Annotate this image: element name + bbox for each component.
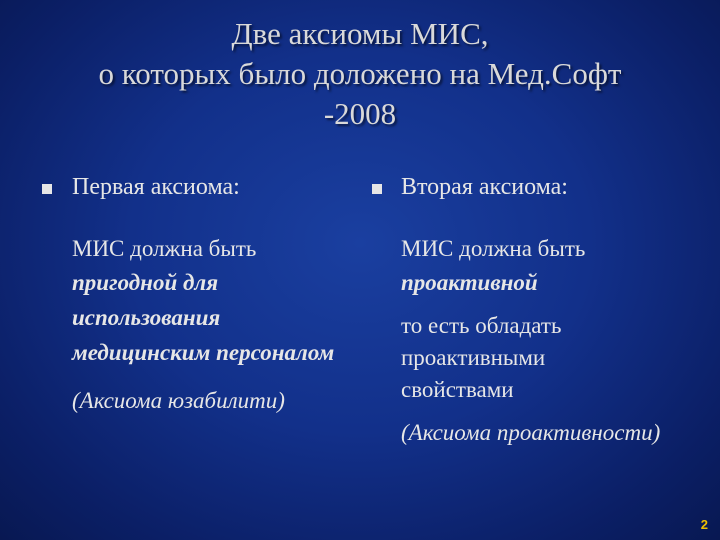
bullet-square-icon: [372, 184, 382, 194]
right-heading: Вторая аксиома:: [401, 174, 568, 200]
left-line-3: использования: [72, 305, 221, 330]
title-line-3: -2008: [323, 96, 397, 131]
left-line-2: пригодной для: [72, 270, 219, 295]
right-line-5: свойствами: [401, 377, 514, 402]
page-number: 2: [700, 517, 708, 532]
left-line-4: медицинским персоналом: [72, 340, 335, 365]
left-heading: Первая аксиома:: [72, 174, 240, 200]
right-line-2: проактивной: [401, 270, 538, 295]
right-line-4: проактивными: [401, 345, 546, 370]
right-line-1: МИС должна быть: [401, 236, 586, 261]
bullet-square-icon: [42, 184, 52, 194]
left-line-1: МИС должна быть: [72, 236, 257, 261]
slide-title: [0, 14, 720, 134]
title-line-1: Две аксиомы МИС,: [231, 16, 489, 51]
right-note: (Аксиома проактивности): [401, 420, 661, 445]
right-line-3: то есть обладать: [401, 313, 562, 338]
title-line-2: о которых было доложено на Мед.Софт: [98, 56, 622, 91]
left-note: (Аксиома юзабилити): [72, 388, 285, 413]
